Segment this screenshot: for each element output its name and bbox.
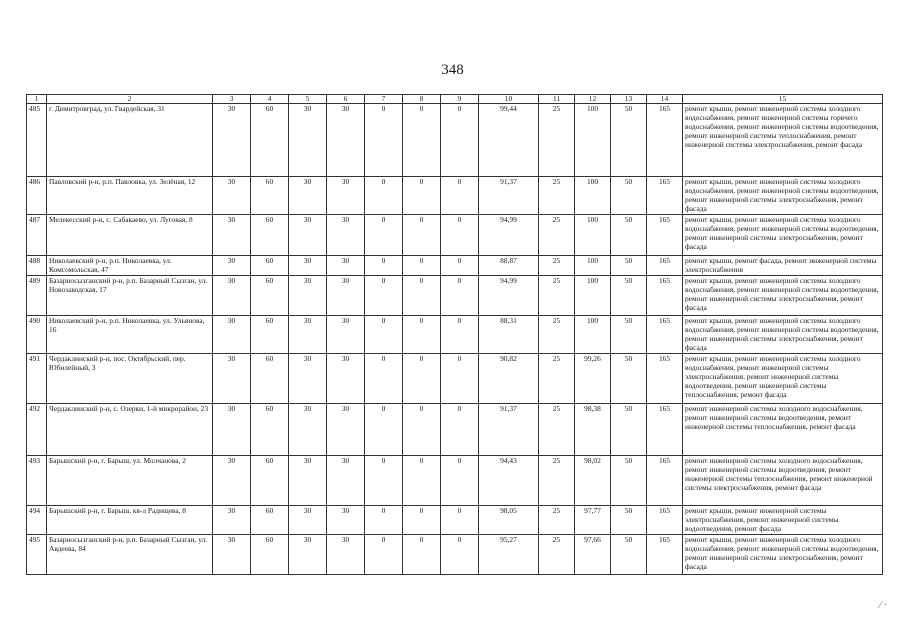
value-cell-c8: 0	[403, 177, 441, 215]
value-cell-c13: 50	[611, 104, 647, 177]
table-row	[27, 215, 883, 256]
value-cell-c14: 165	[647, 354, 683, 404]
value-cell-c11: 25	[539, 215, 575, 256]
works-cell: ремонт инженерной системы холодного водоснабжения, ремонт инженерной системы водоотведения, ремонт инженерной системы теплоснабжения, ремонт инженерной системы электроснабжения, ремонт фасада	[683, 456, 883, 506]
value-cell-c12: 99,26	[575, 354, 611, 404]
value-cell-c7: 0	[365, 354, 403, 404]
value-cell-c6: 30	[327, 535, 365, 575]
value-cell-c8: 0	[403, 215, 441, 256]
table-row	[27, 177, 883, 215]
header-row	[27, 95, 883, 104]
value-cell-c7: 0	[365, 276, 403, 316]
value-cell-c6: 30	[327, 456, 365, 506]
value-cell-c3: 30	[213, 177, 251, 215]
value-cell-c7: 0	[365, 316, 403, 354]
value-cell-c11: 25	[539, 404, 575, 456]
value-cell-c5: 30	[289, 256, 327, 276]
value-cell-c5: 30	[289, 404, 327, 456]
works-cell: ремонт крыши, ремонт инженерной системы холодного водоснабжения, ремонт инженерной системы водоотведения, ремонт инженерной системы электроснабжения, ремонт фасада	[683, 276, 883, 316]
value-cell-c5: 30	[289, 104, 327, 177]
column-header: 11	[539, 95, 575, 104]
registry-table	[26, 94, 883, 575]
value-cell-c13: 50	[611, 354, 647, 404]
value-cell-c13: 50	[611, 456, 647, 506]
value-cell-c6: 30	[327, 506, 365, 535]
value-cell-c6: 30	[327, 177, 365, 215]
value-cell-c7: 0	[365, 456, 403, 506]
row-number: 490	[27, 316, 47, 354]
value-cell-c14: 165	[647, 276, 683, 316]
value-cell-c12: 100	[575, 256, 611, 276]
address-cell: Николаевский р-н, р.п. Николаевка, ул. Ульянова, 16	[47, 316, 213, 354]
column-header: 4	[251, 95, 289, 104]
row-number: 495	[27, 535, 47, 575]
value-cell-c12: 100	[575, 104, 611, 177]
value-cell-c5: 30	[289, 506, 327, 535]
column-header: 8	[403, 95, 441, 104]
value-cell-c10: 91,37	[479, 177, 539, 215]
address-cell: Чердаклинский р-н, пос. Октябрьский, пер. Юбилейный, 3	[47, 354, 213, 404]
value-cell-c8: 0	[403, 354, 441, 404]
value-cell-c13: 50	[611, 215, 647, 256]
address-cell: г. Димитровград, ул. Гвардейская, 31	[47, 104, 213, 177]
row-number: 486	[27, 177, 47, 215]
value-cell-c12: 100	[575, 177, 611, 215]
value-cell-c12: 97,77	[575, 506, 611, 535]
value-cell-c9: 0	[441, 456, 479, 506]
row-number: 485	[27, 104, 47, 177]
value-cell-c4: 60	[251, 506, 289, 535]
value-cell-c8: 0	[403, 104, 441, 177]
value-cell-c10: 95,27	[479, 535, 539, 575]
value-cell-c10: 94,99	[479, 276, 539, 316]
value-cell-c14: 165	[647, 535, 683, 575]
table-row	[27, 276, 883, 316]
value-cell-c3: 30	[213, 354, 251, 404]
row-number: 494	[27, 506, 47, 535]
value-cell-c3: 30	[213, 535, 251, 575]
works-cell: ремонт крыши, ремонт инженерной системы холодного водоснабжения, ремонт инженерной системы электроснабжения, ремонт инженерной системы водоотведения, ремонт инженерной системы теплоснабжения, ремонт фасада	[683, 354, 883, 404]
value-cell-c7: 0	[365, 535, 403, 575]
value-cell-c5: 30	[289, 316, 327, 354]
table-row	[27, 506, 883, 535]
table-row	[27, 104, 883, 177]
value-cell-c14: 165	[647, 404, 683, 456]
value-cell-c11: 25	[539, 456, 575, 506]
value-cell-c10: 88,87	[479, 256, 539, 276]
value-cell-c9: 0	[441, 404, 479, 456]
column-header: 1	[27, 95, 47, 104]
value-cell-c10: 99,44	[479, 104, 539, 177]
value-cell-c6: 30	[327, 276, 365, 316]
column-header: 2	[47, 95, 213, 104]
value-cell-c4: 60	[251, 404, 289, 456]
value-cell-c9: 0	[441, 316, 479, 354]
works-cell: ремонт крыши, ремонт инженерной системы холодного водоснабжения, ремонт инженерной системы водоотведения, ремонт инженерной системы электроснабжения, ремонт фасада	[683, 535, 883, 575]
works-cell: ремонт крыши, ремонт инженерной системы холодного водоснабжения, ремонт инженерной системы водоотведения, ремонт инженерной системы электроснабжения, ремонт фасада	[683, 316, 883, 354]
value-cell-c10: 88,31	[479, 316, 539, 354]
value-cell-c11: 25	[539, 354, 575, 404]
value-cell-c13: 50	[611, 404, 647, 456]
address-cell: Барышский р-н, г. Барыш, кв-л Радищева, 8	[47, 506, 213, 535]
column-header: 13	[611, 95, 647, 104]
address-cell: Базарносызганский р-н, р.п. Базарный Сызган, ул. Авдеева, 84	[47, 535, 213, 575]
value-cell-c6: 30	[327, 256, 365, 276]
value-cell-c12: 100	[575, 215, 611, 256]
value-cell-c9: 0	[441, 535, 479, 575]
address-cell: Барышский р-н, г. Барыш, ул. Молчанова, 2	[47, 456, 213, 506]
column-header: 3	[213, 95, 251, 104]
value-cell-c14: 165	[647, 104, 683, 177]
value-cell-c14: 165	[647, 506, 683, 535]
value-cell-c11: 25	[539, 104, 575, 177]
value-cell-c9: 0	[441, 256, 479, 276]
value-cell-c4: 60	[251, 276, 289, 316]
value-cell-c11: 25	[539, 316, 575, 354]
value-cell-c5: 30	[289, 535, 327, 575]
row-number: 489	[27, 276, 47, 316]
value-cell-c8: 0	[403, 256, 441, 276]
value-cell-c12: 98,02	[575, 456, 611, 506]
address-cell: Чердаклинский р-н, с. Озерки, 1-й микрорайон, 23	[47, 404, 213, 456]
works-cell: ремонт крыши, ремонт фасада, ремонт инженерной системы электроснабжения	[683, 256, 883, 276]
value-cell-c14: 165	[647, 456, 683, 506]
value-cell-c14: 165	[647, 215, 683, 256]
value-cell-c10: 94,43	[479, 456, 539, 506]
value-cell-c7: 0	[365, 104, 403, 177]
column-header: 9	[441, 95, 479, 104]
value-cell-c4: 60	[251, 104, 289, 177]
value-cell-c11: 25	[539, 256, 575, 276]
value-cell-c11: 25	[539, 276, 575, 316]
value-cell-c9: 0	[441, 104, 479, 177]
value-cell-c5: 30	[289, 276, 327, 316]
value-cell-c11: 25	[539, 535, 575, 575]
value-cell-c12: 97,66	[575, 535, 611, 575]
value-cell-c14: 165	[647, 177, 683, 215]
value-cell-c4: 60	[251, 177, 289, 215]
value-cell-c4: 60	[251, 256, 289, 276]
address-cell: Базарносызганский р-н, р.п. Базарный Сызган, ул. Новозаводская, 17	[47, 276, 213, 316]
value-cell-c13: 50	[611, 276, 647, 316]
value-cell-c12: 98,38	[575, 404, 611, 456]
address-cell: Николаевский р-н, р.п. Николаевка, ул. Комсомольская, 47	[47, 256, 213, 276]
value-cell-c13: 50	[611, 256, 647, 276]
value-cell-c5: 30	[289, 177, 327, 215]
value-cell-c9: 0	[441, 215, 479, 256]
value-cell-c9: 0	[441, 276, 479, 316]
row-number: 491	[27, 354, 47, 404]
address-cell: Мелекесский р-н, с. Сабакаево, ул. Луговая, 8	[47, 215, 213, 256]
works-cell: ремонт инженерной системы холодного водоснабжения, ремонт инженерной системы водоотведения, ремонт инженерной системы теплоснабжения, ремонт фасада	[683, 404, 883, 456]
value-cell-c13: 50	[611, 316, 647, 354]
value-cell-c3: 30	[213, 215, 251, 256]
value-cell-c4: 60	[251, 354, 289, 404]
page-number: 348	[441, 62, 464, 78]
row-number: 487	[27, 215, 47, 256]
value-cell-c10: 90,82	[479, 354, 539, 404]
value-cell-c3: 30	[213, 456, 251, 506]
value-cell-c10: 94,99	[479, 215, 539, 256]
column-header: 10	[479, 95, 539, 104]
value-cell-c13: 50	[611, 506, 647, 535]
works-cell: ремонт крыши, ремонт инженерной системы электроснабжения, ремонт инженерной системы водоотведения, ремонт фасада	[683, 506, 883, 535]
value-cell-c12: 100	[575, 316, 611, 354]
value-cell-c14: 165	[647, 256, 683, 276]
value-cell-c9: 0	[441, 177, 479, 215]
address-cell: Павловский р-н, р.п. Павловка, ул. Зелёная, 12	[47, 177, 213, 215]
column-header: 14	[647, 95, 683, 104]
value-cell-c6: 30	[327, 104, 365, 177]
value-cell-c6: 30	[327, 404, 365, 456]
value-cell-c3: 30	[213, 316, 251, 354]
value-cell-c3: 30	[213, 506, 251, 535]
value-cell-c13: 50	[611, 177, 647, 215]
value-cell-c5: 30	[289, 354, 327, 404]
value-cell-c5: 30	[289, 456, 327, 506]
value-cell-c14: 165	[647, 316, 683, 354]
value-cell-c7: 0	[365, 506, 403, 535]
value-cell-c3: 30	[213, 104, 251, 177]
table-row	[27, 404, 883, 456]
value-cell-c8: 0	[403, 456, 441, 506]
value-cell-c4: 60	[251, 535, 289, 575]
value-cell-c4: 60	[251, 316, 289, 354]
value-cell-c3: 30	[213, 256, 251, 276]
value-cell-c4: 60	[251, 215, 289, 256]
table-row	[27, 456, 883, 506]
value-cell-c9: 0	[441, 506, 479, 535]
margin-marks: ⁄ ·	[879, 600, 887, 611]
value-cell-c8: 0	[403, 316, 441, 354]
value-cell-c13: 50	[611, 535, 647, 575]
column-header: 7	[365, 95, 403, 104]
value-cell-c6: 30	[327, 316, 365, 354]
row-number: 488	[27, 256, 47, 276]
column-header: 6	[327, 95, 365, 104]
value-cell-c8: 0	[403, 404, 441, 456]
value-cell-c10: 98,05	[479, 506, 539, 535]
value-cell-c7: 0	[365, 177, 403, 215]
value-cell-c10: 91,37	[479, 404, 539, 456]
row-number: 492	[27, 404, 47, 456]
value-cell-c8: 0	[403, 535, 441, 575]
works-cell: ремонт крыши, ремонт инженерной системы холодного водоснабжения, ремонт инженерной системы горячего водоснабжения, ремонт инженерной системы водоотведения, ремонт инженерной системы теплоснабжения, ремонт инженерной системы электроснабжения, ремонт фасада	[683, 104, 883, 177]
value-cell-c3: 30	[213, 404, 251, 456]
value-cell-c11: 25	[539, 506, 575, 535]
table-row	[27, 256, 883, 276]
column-header: 15	[683, 95, 883, 104]
column-header: 5	[289, 95, 327, 104]
table-row	[27, 316, 883, 354]
value-cell-c5: 30	[289, 215, 327, 256]
works-cell: ремонт крыши, ремонт инженерной системы холодного водоснабжения, ремонт инженерной системы водоотведения, ремонт инженерной системы электроснабжения, ремонт фасада	[683, 215, 883, 256]
value-cell-c7: 0	[365, 215, 403, 256]
table-row	[27, 354, 883, 404]
value-cell-c3: 30	[213, 276, 251, 316]
value-cell-c4: 60	[251, 456, 289, 506]
value-cell-c7: 0	[365, 404, 403, 456]
value-cell-c8: 0	[403, 506, 441, 535]
works-cell: ремонт крыши, ремонт инженерной системы холодного водоснабжения, ремонт инженерной системы водоотведения, ремонт инженерной системы электроснабжения, ремонт фасада	[683, 177, 883, 215]
column-header: 12	[575, 95, 611, 104]
value-cell-c12: 100	[575, 276, 611, 316]
value-cell-c6: 30	[327, 354, 365, 404]
value-cell-c9: 0	[441, 354, 479, 404]
value-cell-c11: 25	[539, 177, 575, 215]
row-number: 493	[27, 456, 47, 506]
value-cell-c8: 0	[403, 276, 441, 316]
value-cell-c7: 0	[365, 256, 403, 276]
value-cell-c6: 30	[327, 215, 365, 256]
table-row	[27, 535, 883, 575]
